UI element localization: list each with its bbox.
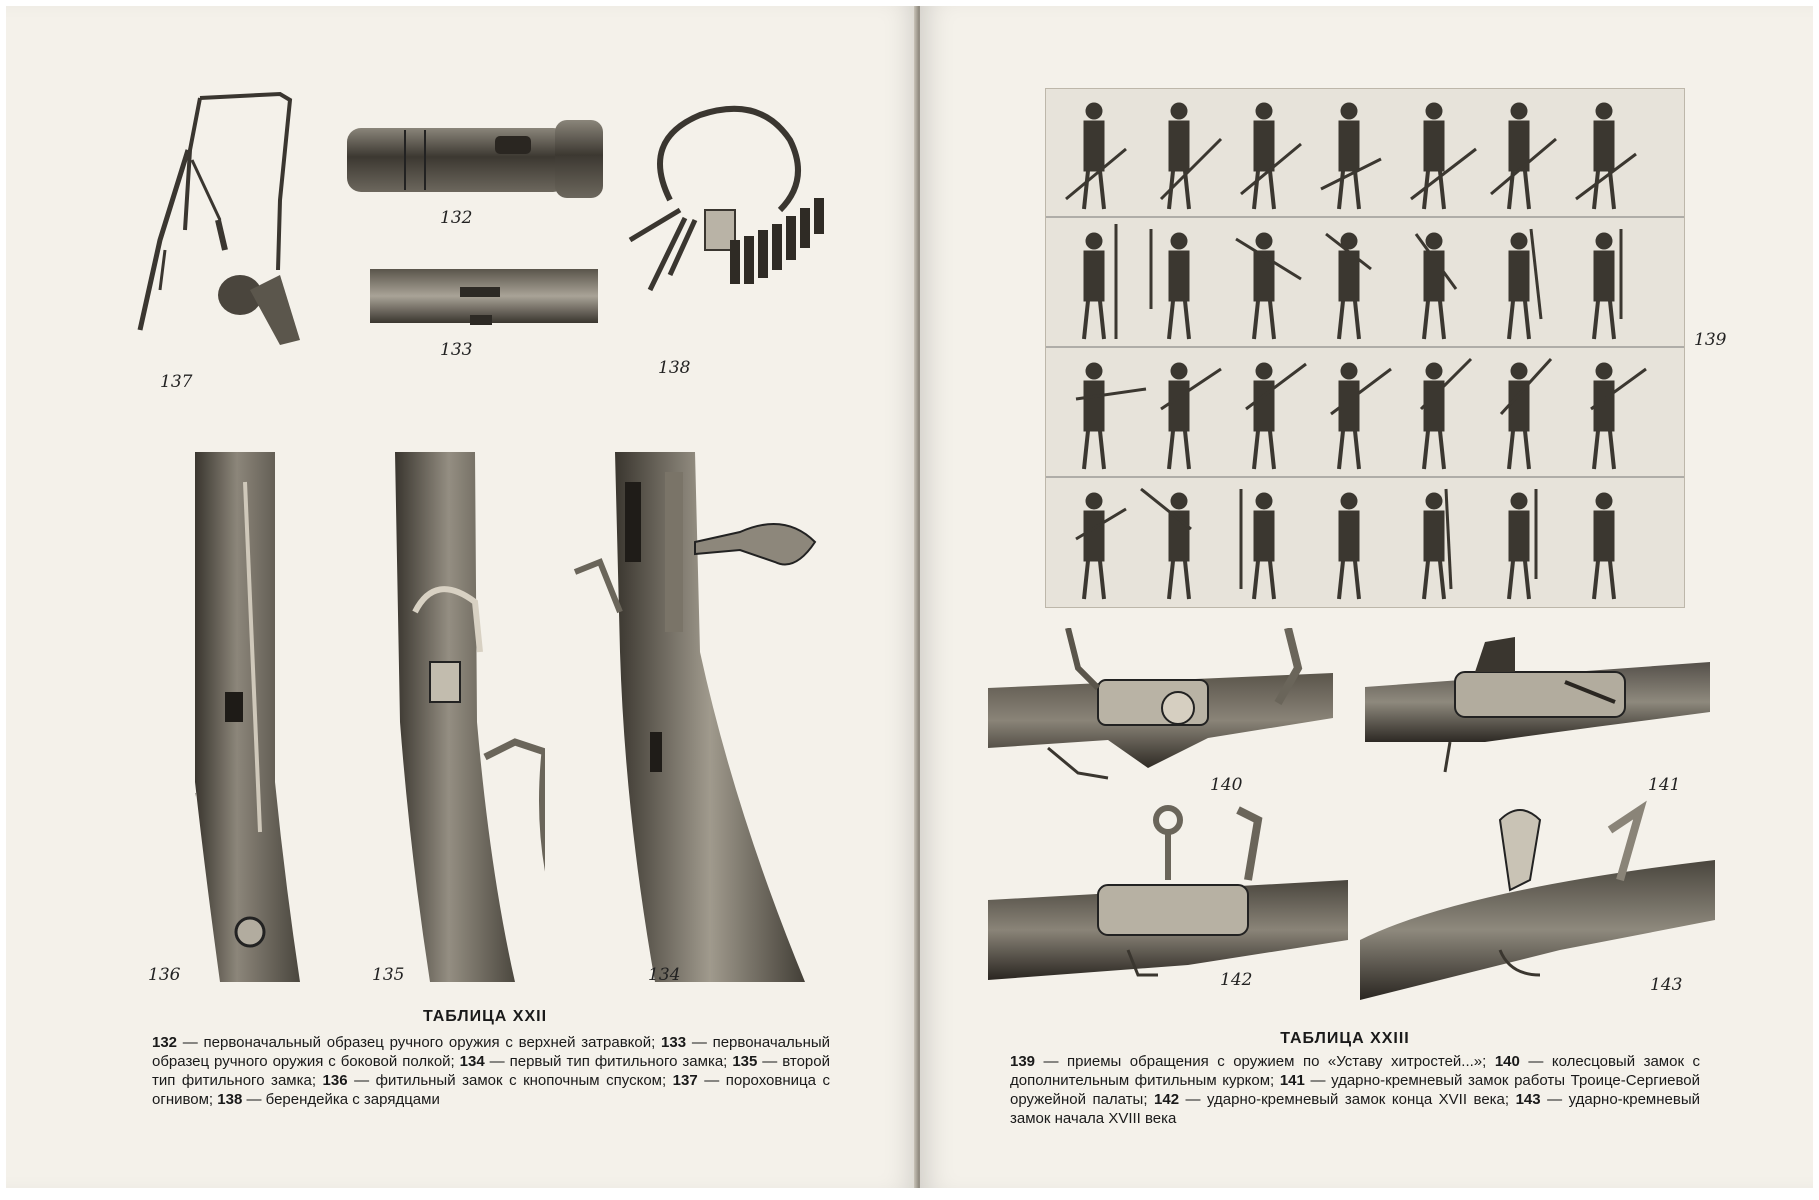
figure-132-barrel [345, 118, 605, 200]
figure-140-wheellock [988, 628, 1333, 793]
figure-142-flintlock [988, 800, 1348, 1000]
caption-text-142: — ударно-кремневый замок конца XVII века; [1179, 1091, 1516, 1108]
figure-141-flintlock [1365, 632, 1710, 782]
caption-text-132: — первоначальный образец ручного оружия с верхней затравкой; [177, 1034, 662, 1051]
caption-text-138: — берендейка с зарядцами [242, 1091, 440, 1108]
caption-text-133: — первоначальный образец ручного оружия с боковой полкой; [152, 1034, 831, 1070]
caption-num-132: 132 [152, 1034, 178, 1051]
figure-number-133: 133 [440, 340, 473, 360]
caption-num-135: 135 [732, 1053, 758, 1070]
caption-num-136: 136 [322, 1072, 348, 1089]
figure-number-134: 134 [648, 965, 681, 985]
figure-number-138: 138 [658, 358, 691, 378]
caption-num-133: 133 [661, 1034, 687, 1051]
figure-138-bandolier [620, 100, 850, 315]
figure-number-136: 136 [148, 965, 181, 985]
figure-135-matchlock [395, 452, 545, 982]
caption-num-143: 143 [1515, 1091, 1541, 1108]
figure-number-139: 139 [1694, 330, 1727, 350]
plate-title-right: ТАБЛИЦА XXIII [1280, 1030, 1410, 1047]
plate-title-left: ТАБЛИЦА XXII [422, 1008, 548, 1025]
caption-text-137: — пороховница с огнивом; [152, 1072, 830, 1108]
figure-number-142: 142 [1220, 970, 1253, 990]
caption-num-141: 141 [1279, 1072, 1305, 1089]
figure-134-matchlock [565, 452, 835, 982]
figure-136-matchlock [195, 452, 305, 982]
figure-number-143: 143 [1650, 975, 1683, 995]
caption-left [152, 1033, 830, 1109]
caption-num-138: 138 [217, 1091, 243, 1108]
caption-right [1010, 1052, 1700, 1128]
caption-num-140: 140 [1494, 1053, 1520, 1070]
caption-num-137: 137 [672, 1072, 698, 1089]
figure-number-140: 140 [1210, 775, 1243, 795]
figure-number-141: 141 [1648, 775, 1681, 795]
caption-text-141: — ударно-кремневый замок работы Троице-Сергиевой оружейной палаты; [1010, 1072, 1701, 1108]
caption-num-142: 142 [1154, 1091, 1180, 1108]
caption-text-140: — колесцовый замок с дополнительным фитильным курком; [1010, 1053, 1701, 1089]
caption-text-136: — фитильный замок с кнопочным спуском; [347, 1072, 673, 1089]
figure-number-135: 135 [372, 965, 405, 985]
figure-number-137: 137 [160, 372, 193, 392]
caption-num-139: 139 [1010, 1053, 1036, 1070]
caption-text-135: — второй тип фитильного замка; [152, 1053, 830, 1089]
figure-139-drill-engraving [1045, 88, 1685, 608]
caption-text-134: — первый тип фитильного замка; [484, 1053, 733, 1070]
caption-num-134: 134 [459, 1053, 485, 1070]
figure-133-barrel [370, 265, 598, 327]
figure-137-powder-flask [130, 90, 330, 350]
caption-text-143: — ударно-кремневый замок начала XVIII века [1010, 1091, 1700, 1127]
figure-number-132: 132 [440, 208, 473, 228]
caption-text-139: — приемы обращения с оружием по «Уставу хитростей...»; [1035, 1053, 1495, 1070]
figure-143-flintlock [1360, 800, 1715, 1000]
